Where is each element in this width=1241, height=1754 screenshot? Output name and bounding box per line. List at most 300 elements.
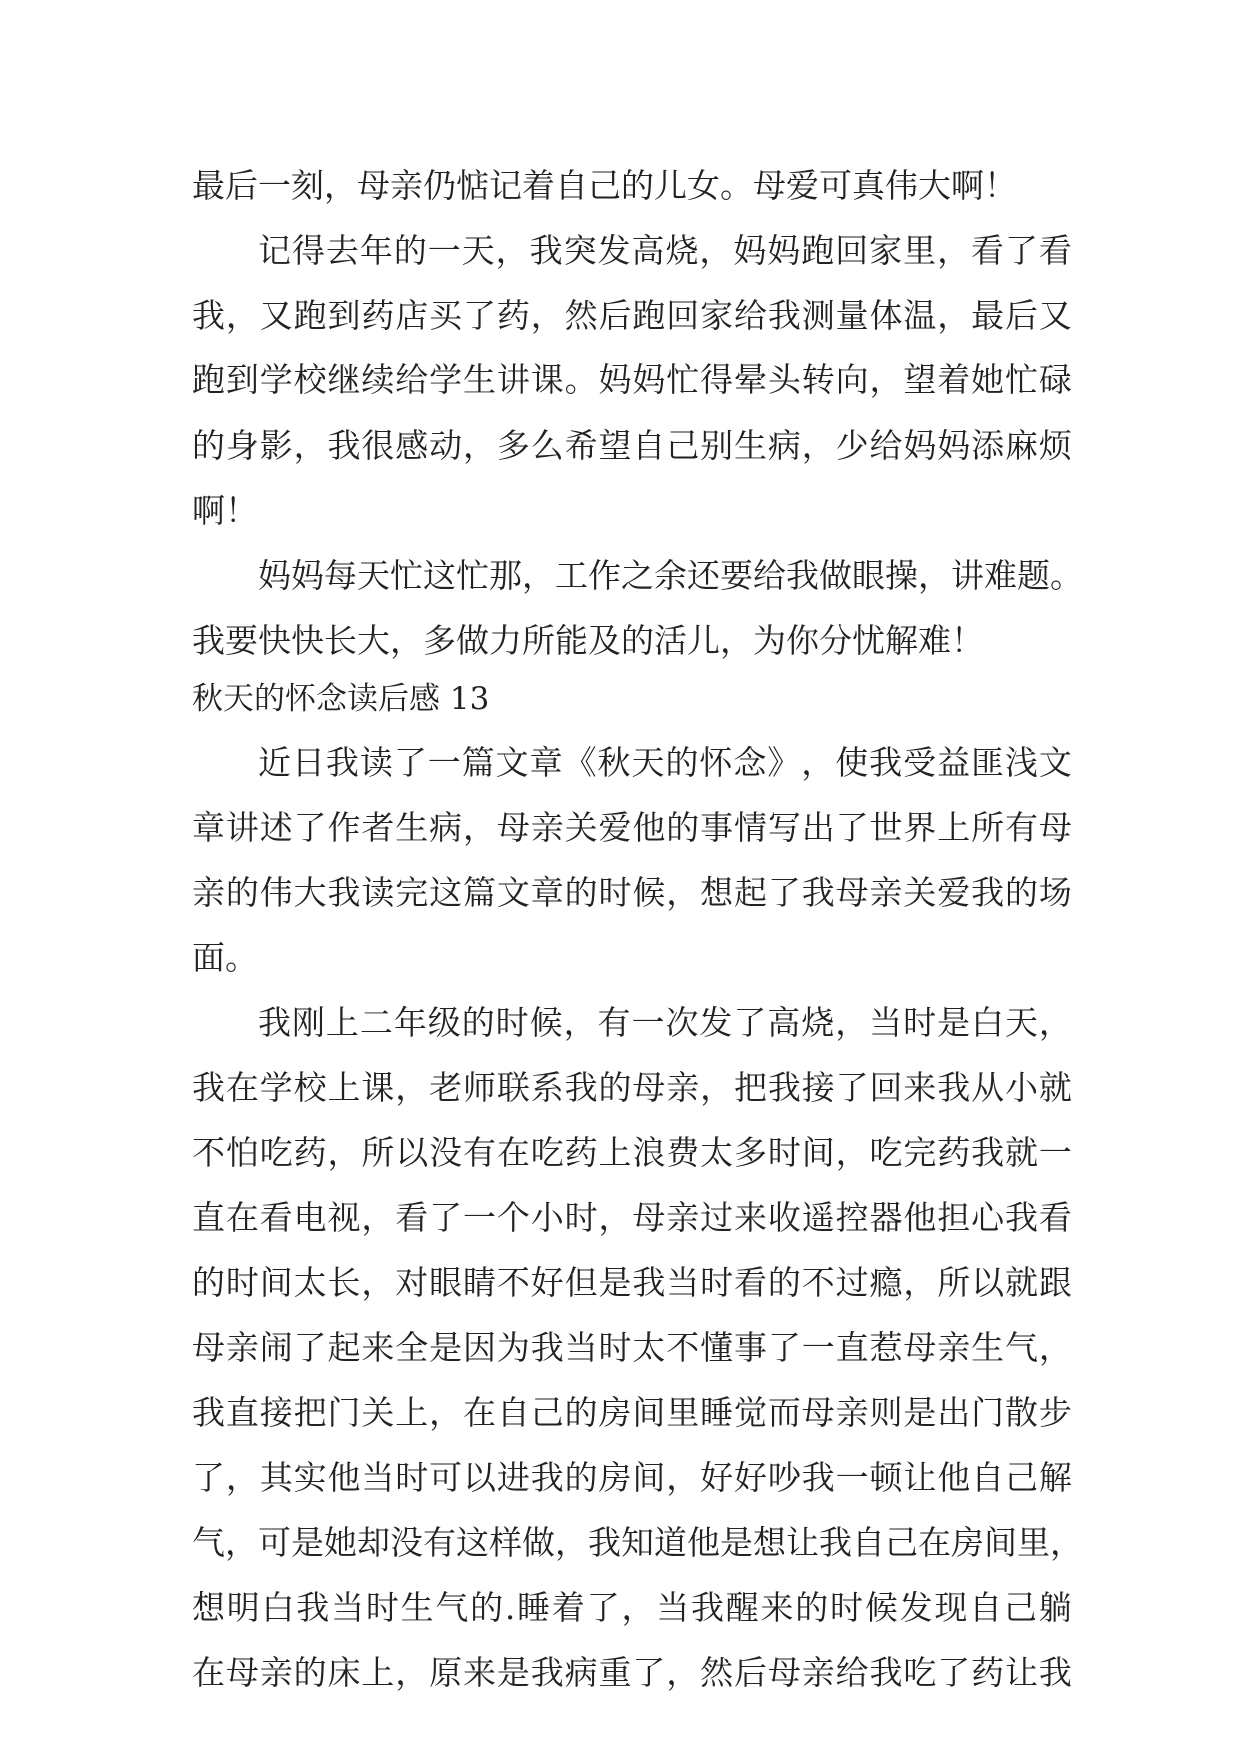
text-char: 大 xyxy=(293,873,327,912)
text-char: 没 xyxy=(390,1523,423,1562)
text-char: 眼 xyxy=(852,556,885,595)
text-char: 情 xyxy=(734,808,767,847)
text-line-content xyxy=(258,993,1072,1053)
text-char: 有 xyxy=(423,1523,456,1562)
text-char: 章 xyxy=(529,743,563,782)
text-char: 自 xyxy=(969,1588,1003,1627)
text-char: 之 xyxy=(621,556,654,595)
text-line-content: 面。 xyxy=(192,938,258,977)
text-char: 年 xyxy=(359,231,393,270)
text-char: 药 xyxy=(564,1133,598,1172)
text-char: 跟 xyxy=(1038,1263,1072,1302)
text-line xyxy=(192,1513,1083,1573)
text-char: ， xyxy=(835,1003,869,1042)
text-char: 》 xyxy=(767,743,801,782)
text-line xyxy=(192,1058,1072,1118)
text-line-content xyxy=(192,1058,1072,1118)
text-char: 念 xyxy=(733,743,767,782)
text-char: 妈 xyxy=(733,231,767,270)
text-char: 生 xyxy=(463,360,496,399)
text-char: 转 xyxy=(801,360,835,399)
text-char: 是 xyxy=(429,1328,463,1367)
text-char: 烦 xyxy=(1038,426,1072,465)
text-char: 益 xyxy=(937,743,971,782)
text-char: 了 xyxy=(835,808,869,847)
text-char: 母 xyxy=(835,873,869,912)
text-char: 亲 xyxy=(869,873,903,912)
text-char: 我 xyxy=(767,296,801,335)
text-char: 二 xyxy=(359,1003,393,1042)
text-char: 想 xyxy=(753,1523,786,1562)
text-line xyxy=(192,611,1072,671)
text-char: 进 xyxy=(496,1458,530,1497)
text-char: 又 xyxy=(1038,296,1072,335)
text-char: 在 xyxy=(225,1198,259,1237)
text-char: 然 xyxy=(700,1653,734,1692)
text-char: 当 xyxy=(564,1328,598,1367)
text-char: 很 xyxy=(361,426,395,465)
text-char: 校 xyxy=(293,1068,327,1107)
text-char: 时 xyxy=(225,1263,259,1302)
text-char: 太 xyxy=(700,1133,734,1172)
text-char: 者 xyxy=(361,808,395,847)
text-char: 让 xyxy=(786,1523,819,1562)
text-char: ， xyxy=(429,1393,463,1432)
text-char: 药 xyxy=(293,1133,327,1172)
text-char: 气 xyxy=(192,1523,225,1562)
text-char: 可 xyxy=(429,1458,463,1497)
text-char: ， xyxy=(903,1263,937,1302)
text-char: 的 xyxy=(795,1588,829,1627)
text-char: 天 xyxy=(631,743,665,782)
text-char: 来 xyxy=(734,1198,767,1237)
text-char: 么 xyxy=(530,426,564,465)
text-char: 对 xyxy=(395,1263,429,1302)
text-char: 温 xyxy=(903,296,937,335)
text-char: 世 xyxy=(869,808,903,847)
text-char: 就 xyxy=(1038,1068,1072,1107)
text-char: 自 xyxy=(971,1458,1005,1497)
text-char: 多 xyxy=(734,1133,767,1172)
text-char: 候 xyxy=(864,1588,898,1627)
text-char: ， xyxy=(666,873,700,912)
text-char: 一 xyxy=(427,743,461,782)
text-char: 着 xyxy=(551,1588,585,1627)
text-char: 感 xyxy=(395,426,429,465)
text-char: 己 xyxy=(885,1523,918,1562)
text-char: 直 xyxy=(192,1198,225,1237)
text-char: 一 xyxy=(1038,1133,1072,1172)
text-char: 我 xyxy=(530,1458,564,1497)
text-char: ， xyxy=(869,360,903,399)
text-char: 了 xyxy=(586,1588,620,1627)
text-char: 瘾 xyxy=(869,1263,903,1302)
text-char: 发 xyxy=(597,231,631,270)
text-char: 时 xyxy=(564,1198,598,1237)
text-char: 给 xyxy=(835,1653,869,1692)
text-line-content xyxy=(192,1123,1072,1183)
text-char: 妈 xyxy=(767,231,801,270)
text-char: 病 xyxy=(429,808,463,847)
text-char: 老 xyxy=(429,1068,463,1107)
text-char: 控 xyxy=(835,1198,869,1237)
text-char: 所 xyxy=(361,1133,395,1172)
text-char: 房 xyxy=(598,1458,632,1497)
text-char: 妈 xyxy=(598,360,632,399)
text-char: 过 xyxy=(700,1198,734,1237)
text-char: 次 xyxy=(665,1003,699,1042)
text-char: 忙 xyxy=(1005,360,1038,399)
text-char: 知 xyxy=(621,1523,654,1562)
text-char: 的 xyxy=(461,1003,495,1042)
text-char: 就 xyxy=(1005,1133,1038,1172)
text-char: 时 xyxy=(767,1133,801,1172)
text-char: 系 xyxy=(530,1068,564,1107)
text-line-content xyxy=(192,350,1072,410)
text-char: 买 xyxy=(429,296,463,335)
text-char: 得 xyxy=(291,231,325,270)
text-line xyxy=(192,1253,1072,1313)
text-char: 讲 xyxy=(225,808,259,847)
text-char: 亲 xyxy=(192,873,225,912)
text-char: 看 xyxy=(971,231,1005,270)
text-char: 有 xyxy=(463,1133,496,1172)
text-line xyxy=(258,993,1072,1053)
text-char: 间 xyxy=(259,1263,293,1302)
text-char: 天 xyxy=(461,231,495,270)
text-char: 事 xyxy=(734,1328,767,1367)
text-line-content xyxy=(192,416,1072,476)
text-char: 望 xyxy=(598,426,632,465)
text-char: 直 xyxy=(835,1328,869,1367)
text-char: 一 xyxy=(427,231,461,270)
text-char: 天 xyxy=(1004,1003,1038,1042)
text-char: 看 xyxy=(734,1263,767,1302)
text-char: 他 xyxy=(937,1458,971,1497)
text-char: 天 xyxy=(357,556,390,595)
text-char: 去 xyxy=(325,231,359,270)
text-char: 高 xyxy=(767,1003,801,1042)
text-char: 了 xyxy=(192,1458,225,1497)
text-char: 解 xyxy=(1038,1458,1072,1497)
text-char: 亲 xyxy=(801,1653,835,1692)
text-line xyxy=(192,1383,1072,1443)
text-char: 时 xyxy=(700,1263,734,1302)
text-char: 量 xyxy=(835,296,869,335)
text-line xyxy=(192,1188,1072,1248)
text-char: 作 xyxy=(588,556,621,595)
text-char: 做 xyxy=(819,556,852,595)
text-char: 每 xyxy=(324,556,357,595)
text-char: 难 xyxy=(984,556,1017,595)
text-char: 时 xyxy=(598,1328,632,1367)
text-char: 给 xyxy=(734,296,767,335)
text-char: ， xyxy=(555,1523,588,1562)
text-char: ， xyxy=(699,231,733,270)
text-char: 级 xyxy=(427,1003,461,1042)
text-char: 门 xyxy=(327,1393,361,1432)
text-char: 忙 xyxy=(456,556,489,595)
text-char: 的 xyxy=(225,873,259,912)
text-char: 近 xyxy=(258,743,291,782)
text-char: 以 xyxy=(395,1133,429,1172)
text-char: 小 xyxy=(530,1198,564,1237)
text-char: ， xyxy=(361,1198,395,1237)
text-char: 己 xyxy=(530,1393,564,1432)
text-char: 刚 xyxy=(291,1003,325,1042)
text-char: 的 xyxy=(1005,873,1038,912)
text-char: 来 xyxy=(463,1653,496,1692)
text-char: 亲 xyxy=(666,1068,700,1107)
text-char: 药 xyxy=(496,296,530,335)
text-char: 气 xyxy=(435,1588,469,1627)
text-char: 我 xyxy=(192,1393,225,1432)
text-char: 睡 xyxy=(517,1588,551,1627)
text-char: 里 xyxy=(1017,1523,1050,1562)
text-line-content xyxy=(192,286,1072,346)
text-line-content xyxy=(258,733,1072,793)
text-char: 后 xyxy=(1005,296,1038,335)
text-char: ， xyxy=(937,231,971,270)
text-char: 己 xyxy=(1003,1588,1037,1627)
text-char: 道 xyxy=(654,1523,687,1562)
text-char: 又 xyxy=(259,296,293,335)
text-char: 我 xyxy=(192,1068,225,1107)
text-char: 续 xyxy=(361,360,395,399)
text-char: 闹 xyxy=(259,1328,293,1367)
text-char: 遥 xyxy=(801,1198,835,1237)
text-char: ， xyxy=(563,1003,597,1042)
text-char: 是 xyxy=(903,1393,937,1432)
text-char: 药 xyxy=(361,296,395,335)
text-char: 爱 xyxy=(937,873,971,912)
text-char: 出 xyxy=(937,1393,971,1432)
text-line xyxy=(192,156,1072,216)
text-char: 爱 xyxy=(598,808,632,847)
text-char: . xyxy=(504,1588,516,1627)
text-char: 了 xyxy=(835,1068,869,1107)
text-char: 自 xyxy=(632,426,666,465)
text-char: 有 xyxy=(1005,808,1038,847)
text-char: ， xyxy=(1038,1003,1072,1042)
text-char: 心 xyxy=(971,1198,1005,1237)
text-char: 师 xyxy=(463,1068,496,1107)
text-char: ， xyxy=(225,296,259,335)
text-char: 收 xyxy=(767,1198,801,1237)
text-char: 跑 xyxy=(801,231,835,270)
text-char: 不 xyxy=(496,1263,530,1302)
text-char: 做 xyxy=(522,1523,555,1562)
text-char: 我 xyxy=(530,1328,564,1367)
text-char: 望 xyxy=(903,360,937,399)
text-line xyxy=(258,733,1072,793)
text-char: 里 xyxy=(903,231,937,270)
text-char: 看 xyxy=(259,1198,293,1237)
text-char: 这 xyxy=(429,873,463,912)
text-char: 在 xyxy=(496,1133,530,1172)
text-char: 吃 xyxy=(530,1133,564,1172)
text-char: ， xyxy=(1050,1523,1083,1562)
text-char: 吵 xyxy=(767,1458,801,1497)
text-char: 跑 xyxy=(632,296,666,335)
text-char: 我 xyxy=(869,743,903,782)
text-char: 我 xyxy=(801,873,835,912)
text-char: 跑 xyxy=(192,360,225,399)
text-char: 发 xyxy=(899,1588,933,1627)
text-char: 就 xyxy=(1005,1263,1038,1302)
text-char: 不 xyxy=(192,1133,225,1172)
text-char: 长 xyxy=(327,1263,361,1302)
text-char: 睡 xyxy=(700,1393,734,1432)
text-char: 我 xyxy=(1038,1653,1072,1692)
text-char: 给 xyxy=(869,426,903,465)
text-char: 妈 xyxy=(903,426,937,465)
text-char: 的 xyxy=(564,1393,598,1432)
text-char: 器 xyxy=(869,1198,903,1237)
text-char: 因 xyxy=(463,1328,496,1367)
text-line-content xyxy=(192,863,1072,923)
text-char: 年 xyxy=(393,1003,427,1042)
text-char: 以 xyxy=(463,1458,496,1497)
text-char: 他 xyxy=(687,1523,720,1562)
text-char: 时 xyxy=(495,1003,529,1042)
text-char: 上 xyxy=(325,1003,359,1042)
text-char: ， xyxy=(522,556,555,595)
text-char: 文 xyxy=(496,873,530,912)
text-char: 得 xyxy=(700,360,734,399)
text-char: 己 xyxy=(1005,1458,1038,1497)
text-line xyxy=(192,350,1072,410)
text-char: 章 xyxy=(530,873,564,912)
text-char: 在 xyxy=(918,1523,951,1562)
text-char: 生 xyxy=(400,1588,434,1627)
text-char: 我 xyxy=(869,1653,903,1692)
text-char: 他 xyxy=(327,1458,361,1497)
text-char: 体 xyxy=(869,296,903,335)
text-char: 太 xyxy=(293,1263,327,1302)
text-char: 晕 xyxy=(734,360,767,399)
text-char: 母 xyxy=(225,1653,259,1692)
text-char: 着 xyxy=(937,360,971,399)
text-char: 一 xyxy=(463,1198,496,1237)
text-char: 眼 xyxy=(429,1263,463,1302)
text-char: 的 xyxy=(598,1068,632,1107)
text-char: 学 xyxy=(259,360,293,399)
text-char: 病 xyxy=(564,1653,598,1692)
text-char: 高 xyxy=(631,231,665,270)
text-char: 来 xyxy=(760,1588,794,1627)
text-char: 是 xyxy=(291,1523,324,1562)
text-char: 到 xyxy=(327,296,361,335)
text-char: 我 xyxy=(192,296,225,335)
text-char: 原 xyxy=(429,1653,463,1692)
text-line xyxy=(192,286,1072,346)
text-char: 想 xyxy=(700,873,734,912)
text-char: 他 xyxy=(903,1198,937,1237)
text-char: 文 xyxy=(495,743,529,782)
text-char: 的 xyxy=(767,1263,801,1302)
text-char: 了 xyxy=(767,873,801,912)
text-char: 希 xyxy=(564,426,598,465)
text-char: ， xyxy=(621,1588,655,1627)
text-char: 妈 xyxy=(937,426,971,465)
text-char: 记 xyxy=(258,231,291,270)
text-char: 了 xyxy=(937,1653,971,1692)
text-char: 妈 xyxy=(258,556,291,595)
text-char: 来 xyxy=(361,1328,395,1367)
text-char: 的 xyxy=(393,231,427,270)
text-char: 好 xyxy=(734,1458,767,1497)
text-char: 却 xyxy=(357,1523,390,1562)
text-char: 读 xyxy=(361,873,395,912)
text-char: 来 xyxy=(903,1068,937,1107)
text-char: 我 xyxy=(971,873,1005,912)
text-char: 视 xyxy=(327,1198,361,1237)
text-char: 她 xyxy=(324,1523,357,1562)
text-char: 课 xyxy=(361,1068,395,1107)
text-char: 我 xyxy=(801,1458,835,1497)
text-line-content xyxy=(192,1578,1072,1638)
text-char: 《 xyxy=(563,743,597,782)
text-char: 我 xyxy=(937,1068,971,1107)
text-line-content xyxy=(192,1253,1072,1313)
text-char: 所 xyxy=(971,808,1005,847)
text-char: 候 xyxy=(529,1003,563,1042)
text-char: ， xyxy=(327,1133,361,1172)
text-char: 述 xyxy=(259,808,293,847)
text-char: 家 xyxy=(869,231,903,270)
text-char: 接 xyxy=(259,1393,293,1432)
text-char: 麻 xyxy=(1005,426,1038,465)
text-char: 担 xyxy=(937,1198,971,1237)
text-char: 工 xyxy=(555,556,588,595)
text-char: 则 xyxy=(869,1393,903,1432)
text-char: 这 xyxy=(456,1523,489,1562)
text-char: 受 xyxy=(903,743,937,782)
text-char: 别 xyxy=(700,426,734,465)
text-char: ， xyxy=(495,231,529,270)
text-char: 的 xyxy=(470,1588,504,1627)
text-char: 妈 xyxy=(632,360,666,399)
text-char: 病 xyxy=(767,426,801,465)
text-char: 但 xyxy=(564,1263,598,1302)
text-char: 亲 xyxy=(937,1328,971,1367)
text-char: 添 xyxy=(971,426,1005,465)
text-char: 药 xyxy=(971,1653,1005,1692)
text-char: 为 xyxy=(496,1328,530,1367)
text-char: 所 xyxy=(937,1263,971,1302)
text-char: 文 xyxy=(1038,743,1072,782)
text-char: 了 xyxy=(429,1198,463,1237)
text-char: 我 xyxy=(325,743,359,782)
text-char: 忙 xyxy=(390,556,423,595)
text-char: 回 xyxy=(835,231,869,270)
text-char: 看 xyxy=(395,1198,429,1237)
text-char: 有 xyxy=(597,1003,631,1042)
text-char: 头 xyxy=(767,360,801,399)
text-char: 怀 xyxy=(699,743,733,782)
text-char: 发 xyxy=(699,1003,733,1042)
text-char: 余 xyxy=(654,556,687,595)
text-char: 样 xyxy=(489,1523,522,1562)
text-char: 校 xyxy=(293,360,327,399)
text-char: 我 xyxy=(588,1523,621,1562)
text-char: 读 xyxy=(359,743,393,782)
text-line-content xyxy=(258,546,1083,606)
text-char: 白 xyxy=(971,1003,1005,1042)
text-line xyxy=(192,928,1072,988)
text-line xyxy=(192,863,1072,923)
